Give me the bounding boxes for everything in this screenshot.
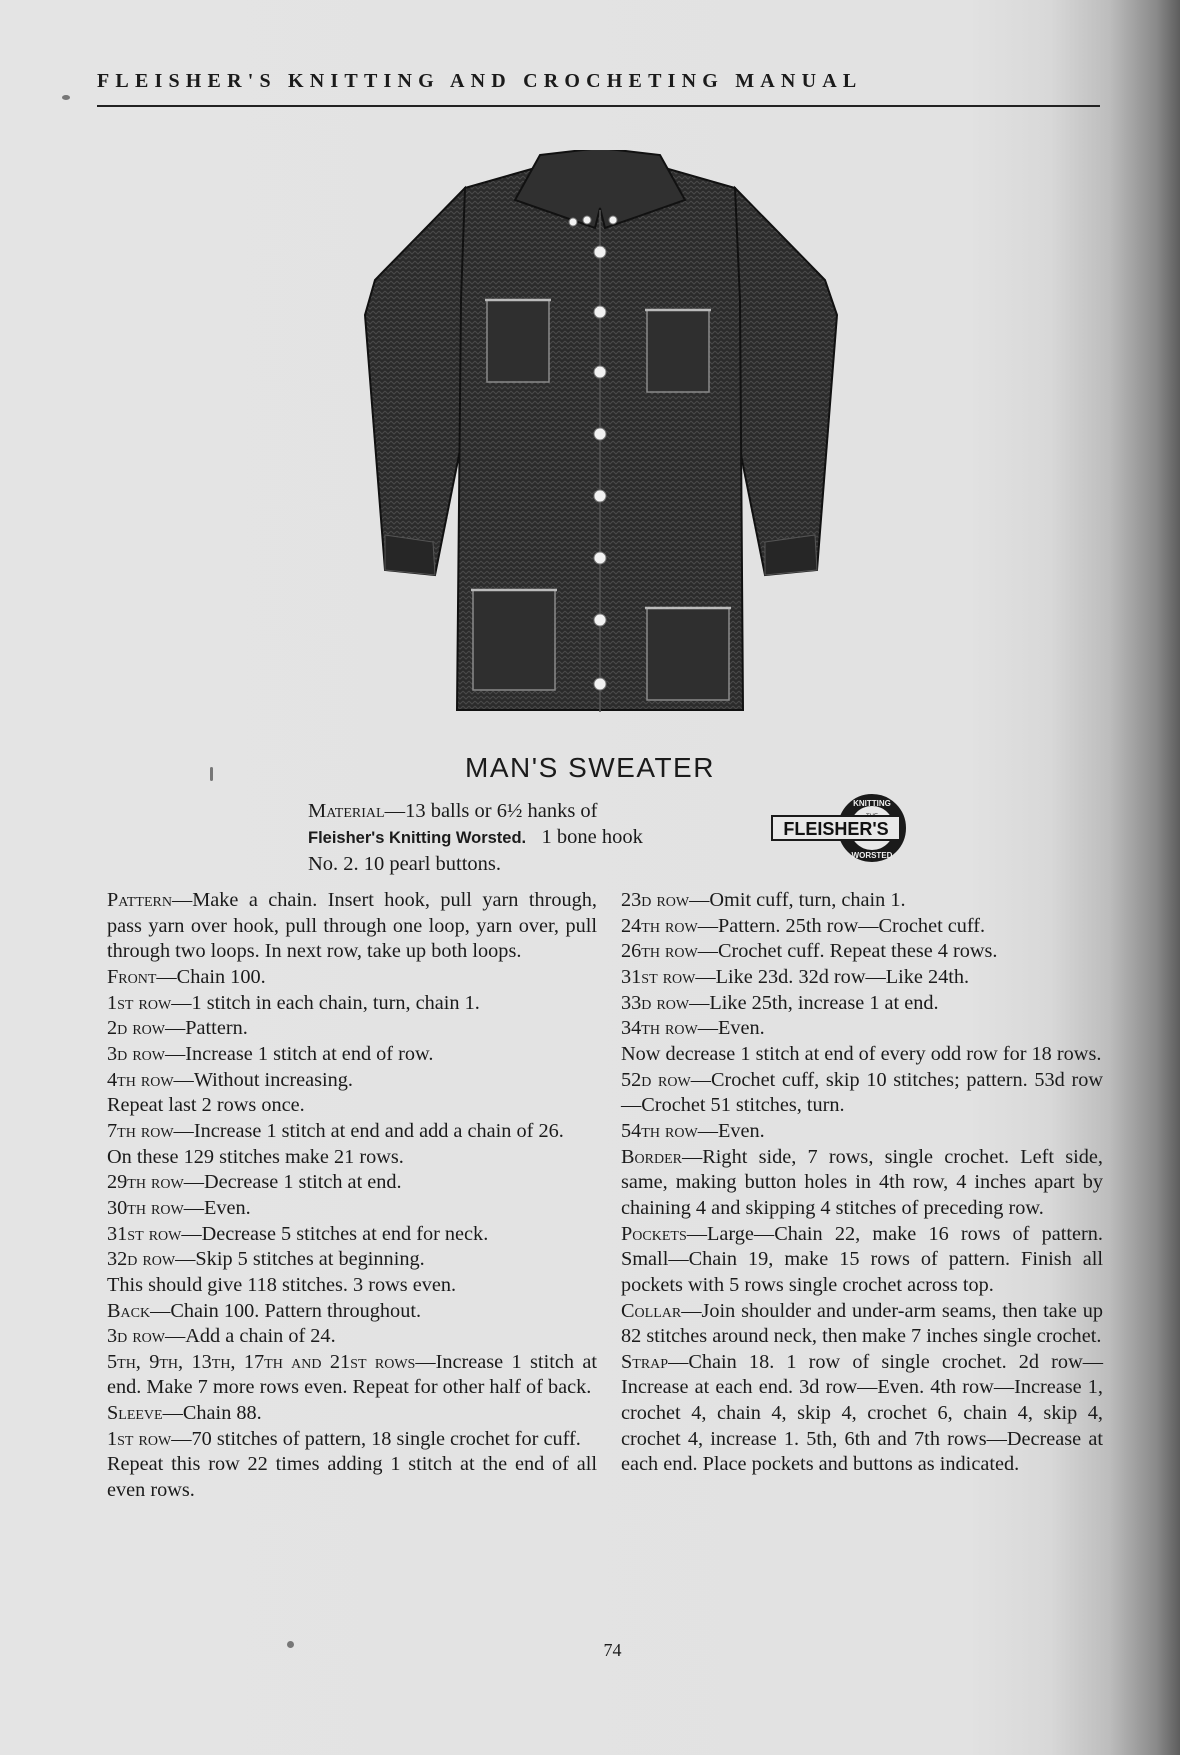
- instruction-lead: Pockets: [621, 1222, 687, 1245]
- instruction-paragraph: [107, 1452, 597, 1503]
- instruction-paragraph: [107, 1350, 597, 1401]
- instruction-text: —Even.: [697, 1017, 765, 1040]
- paper-speck: [210, 767, 213, 781]
- instruction-text: —Right side, 7 rows, single crochet. Left side, same, making button holes in 4th row, 4 inches apart by chaining 4 and skipping 4 stitches of preceding row.: [621, 1145, 1103, 1219]
- instruction-lead: 31st row: [621, 965, 696, 988]
- instruction-text: —Without increasing.: [173, 1068, 353, 1091]
- head-rule: [97, 105, 1100, 107]
- instruction-text: —Add a chain of 24.: [164, 1325, 336, 1348]
- instruction-paragraph: [621, 939, 1103, 965]
- instruction-lead: 7th row: [107, 1119, 174, 1142]
- fleishers-logo: [770, 792, 915, 864]
- instruction-paragraph: [107, 1016, 597, 1042]
- instruction-paragraph: [107, 1401, 597, 1427]
- instructions-left-column: [107, 888, 597, 1504]
- instruction-lead: Strap: [621, 1350, 669, 1373]
- material-lead: Material: [308, 800, 385, 822]
- instruction-paragraph: [621, 1119, 1103, 1145]
- instruction-paragraph: [107, 888, 597, 965]
- instruction-text: —Make a chain. Insert hook, pull yarn through, pass yarn over hook, pull through one loop, yarn over, pull through two loops. In next row, take up both loops.: [107, 889, 597, 963]
- instruction-paragraph: [621, 1068, 1103, 1119]
- instruction-text: —Increase 1 stitch at end of row.: [164, 1042, 434, 1065]
- instruction-lead: Back: [107, 1299, 151, 1322]
- instruction-lead: 1st row: [107, 1427, 172, 1450]
- instruction-text: —Pattern.: [164, 1017, 248, 1040]
- instruction-paragraph: [621, 1299, 1103, 1350]
- instruction-lead: 30th row: [107, 1196, 184, 1219]
- paper-speck: [287, 1641, 294, 1648]
- instruction-lead: 33d row: [621, 991, 690, 1014]
- instruction-text: —Decrease 1 stitch at end.: [183, 1171, 402, 1194]
- instruction-paragraph: [621, 914, 1103, 940]
- instruction-lead: 54th row: [621, 1119, 698, 1142]
- instructions-right-column: [621, 888, 1103, 1478]
- instruction-text: —Chain 18. 1 row of single crochet. 2d row—Increase at each end. 3d row—Even. 4th row—Increase 1, crochet 4, chain 4, skip 4, crochet 6, chain 4, skip 4, crochet 4, increase 1. 5th, 6th and 7th rows—Decrease at each end. Place pockets and buttons as indicated.: [621, 1350, 1103, 1476]
- logo-name: FLEISHER'S: [783, 819, 889, 839]
- logo-ring-top: KNITTING: [853, 799, 891, 808]
- paper-speck: [62, 95, 70, 100]
- instruction-paragraph: [107, 1273, 597, 1299]
- instruction-lead: 24th row: [621, 914, 698, 937]
- instruction-paragraph: [107, 1427, 597, 1453]
- instruction-text: —Join shoulder and under-arm seams, then take up 82 stitches around neck, then make 7 inches single crochet.: [621, 1299, 1103, 1348]
- logo-ring-bottom: WORSTED: [851, 851, 893, 860]
- page-number: 74: [603, 1640, 622, 1660]
- instruction-paragraph: [107, 965, 597, 991]
- instruction-paragraph: [621, 1222, 1103, 1299]
- instruction-lead: 52d row: [621, 1068, 691, 1091]
- instruction-lead: Pattern: [107, 889, 172, 911]
- material-list: [308, 798, 748, 877]
- instruction-text: —Pattern. 25th row—Crochet cuff.: [697, 914, 986, 937]
- instruction-paragraph: [621, 888, 1103, 914]
- instruction-lead: 5th, 9th, 13th, 17th and 21st rows: [107, 1350, 416, 1373]
- instruction-text: —Chain 88.: [162, 1402, 262, 1425]
- instruction-paragraph: [107, 1170, 597, 1196]
- instruction-paragraph: [107, 1222, 597, 1248]
- instruction-paragraph: [107, 1145, 597, 1171]
- instruction-text: —Like 25th, increase 1 at end.: [689, 991, 939, 1014]
- instruction-lead: 29th row: [107, 1171, 184, 1194]
- instruction-paragraph: [107, 1299, 597, 1325]
- instruction-paragraph: [107, 1068, 597, 1094]
- instruction-paragraph: [621, 1016, 1103, 1042]
- instruction-paragraph: [107, 1196, 597, 1222]
- instruction-paragraph: [621, 1350, 1103, 1478]
- instruction-lead: 2d row: [107, 1017, 165, 1040]
- instruction-lead: Collar: [621, 1299, 682, 1322]
- sweater-illustration: [355, 150, 845, 720]
- instruction-lead: 23d row: [621, 889, 690, 911]
- instruction-lead: 32d row: [107, 1248, 176, 1271]
- yarn-trade-name: Fleisher's Knitting Worsted.: [308, 829, 527, 847]
- instruction-text: —Decrease 5 stitches at end for neck.: [181, 1222, 489, 1245]
- material-line-1: —13 balls or 6½ hanks of: [384, 800, 598, 822]
- pattern-title: MAN'S SWEATER: [465, 752, 715, 783]
- instruction-paragraph: [107, 1119, 597, 1145]
- instruction-paragraph: [107, 1042, 597, 1068]
- instruction-text: —Omit cuff, turn, chain 1.: [689, 889, 906, 911]
- instruction-text: —Crochet cuff. Repeat these 4 rows.: [697, 940, 998, 963]
- instruction-lead: 34th row: [621, 1017, 698, 1040]
- instruction-text: —Crochet cuff, skip 10 stitches; pattern. 53d row—Crochet 51 stitches, turn.: [621, 1068, 1104, 1117]
- material-line-3: No. 2. 10 pearl buttons.: [308, 853, 502, 875]
- instruction-text: —Large—Chain 22, make 16 rows of pattern. Small—Chain 19, make 15 rows of pattern. Finish all pockets with 5 rows single crochet across top.: [621, 1222, 1103, 1296]
- instruction-paragraph: [621, 965, 1103, 991]
- instruction-text: —Chain 100. Pattern throughout.: [150, 1299, 422, 1322]
- instruction-text: Now decrease 1 stitch at end of every odd row for 18 rows.: [621, 1042, 1102, 1065]
- instruction-lead: 1st row: [107, 991, 172, 1014]
- instruction-text: —Like 23d. 32d row—Like 24th.: [695, 965, 970, 988]
- instruction-lead: 3d row: [107, 1042, 165, 1065]
- instruction-text: —1 stitch in each chain, turn, chain 1.: [171, 991, 480, 1014]
- instruction-text: —70 stitches of pattern, 18 single crochet for cuff.: [171, 1427, 581, 1450]
- instruction-text: —Increase 1 stitch at end and add a chain of 26.: [173, 1119, 564, 1142]
- running-head: FLEISHER'S KNITTING AND CROCHETING MANUAL: [97, 70, 863, 92]
- instruction-paragraph: [621, 1145, 1103, 1222]
- instruction-text: Repeat last 2 rows once.: [107, 1094, 305, 1117]
- instruction-paragraph: [107, 1247, 597, 1273]
- instruction-text: —Skip 5 stitches at beginning.: [175, 1248, 425, 1271]
- instruction-text: Repeat this row 22 times adding 1 stitch at the end of all even rows.: [107, 1453, 597, 1502]
- instruction-paragraph: [621, 1042, 1103, 1068]
- instruction-text: This should give 118 stitches. 3 rows even.: [107, 1273, 457, 1296]
- instruction-paragraph: [107, 991, 597, 1017]
- instruction-lead: 3d row: [107, 1325, 165, 1348]
- instruction-text: —Chain 100.: [156, 965, 266, 988]
- instruction-paragraph: [107, 1324, 597, 1350]
- instruction-lead: Border: [621, 1145, 682, 1168]
- instruction-paragraph: [107, 1093, 597, 1119]
- instruction-text: On these 129 stitches make 21 rows.: [107, 1145, 404, 1168]
- instruction-text: —Even.: [697, 1119, 765, 1142]
- instruction-lead: Sleeve: [107, 1402, 163, 1425]
- instruction-text: —Even.: [183, 1196, 251, 1219]
- material-line-2: 1 bone hook: [541, 826, 643, 848]
- instruction-paragraph: [621, 991, 1103, 1017]
- instruction-lead: 26th row: [621, 940, 698, 963]
- instruction-lead: 4th row: [107, 1068, 174, 1091]
- instruction-lead: 31st row: [107, 1222, 182, 1245]
- instruction-text: —Increase 1 stitch at end. Make 7 more rows even. Repeat for other half of back.: [107, 1350, 597, 1399]
- instruction-lead: Front: [107, 965, 157, 988]
